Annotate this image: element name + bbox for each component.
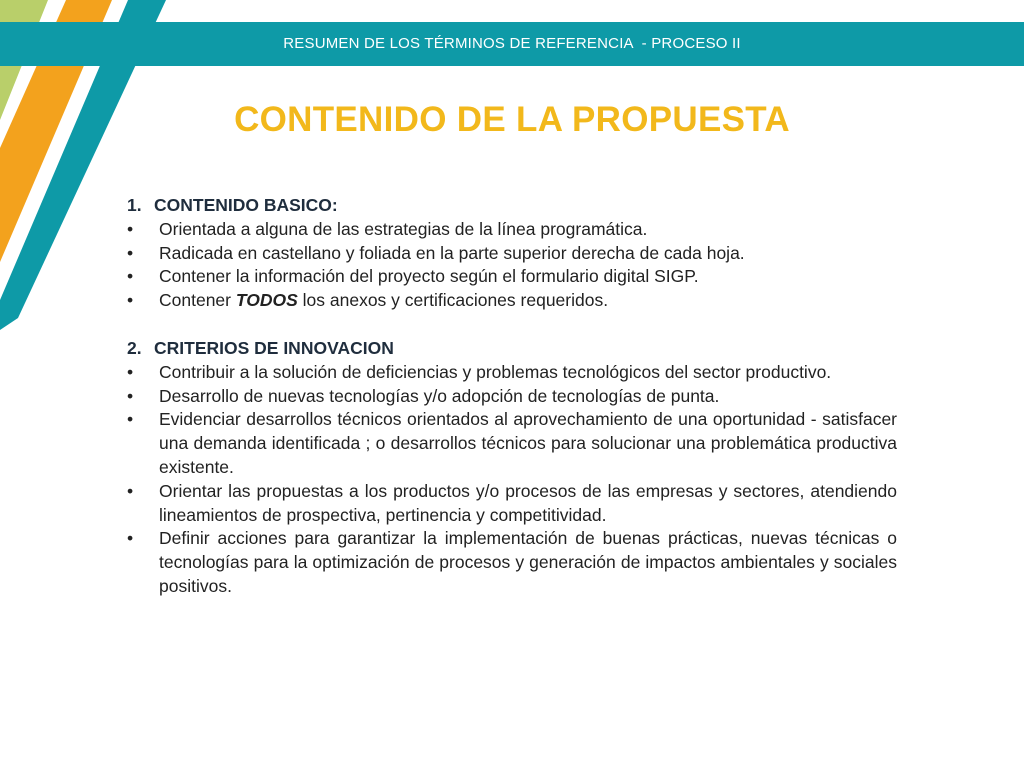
list-item	[127, 361, 897, 385]
bullet-icon: •	[127, 218, 134, 239]
slide-content	[127, 194, 897, 599]
list-item	[127, 265, 897, 289]
bullet-icon: •	[127, 290, 134, 311]
slide-title: CONTENIDO DE LA PROPUESTA	[234, 100, 790, 139]
section-heading-criterios-innovacion	[127, 337, 897, 361]
list-item-suffix: los anexos y certificaciones requeridos.	[297, 290, 609, 311]
list-item-text: Contener la información del proyecto según el formulario digital SIGP.	[159, 266, 699, 287]
list-item	[127, 527, 897, 598]
section-heading-text: CRITERIOS DE INNOVACION	[154, 337, 394, 358]
bullet-icon: •	[127, 480, 134, 501]
section-number: 1.	[127, 195, 142, 215]
list-item	[127, 480, 897, 528]
header-title: RESUMEN DE LOS TÉRMINOS DE REFERENCIA - PROCESO II	[283, 35, 741, 52]
list-item-text: Radicada en castellano y foliada en la parte superior derecha de cada hoja.	[159, 242, 745, 263]
bullet-icon: •	[127, 361, 134, 382]
bullet-list-criterios-innovacion	[127, 361, 897, 599]
bullet-list-contenido-basico	[127, 218, 897, 313]
section-number: 2.	[127, 337, 142, 358]
list-item-text: Contribuir a la solución de deficiencias y problemas tecnológicos del sector productivo.	[159, 361, 832, 382]
list-item	[127, 408, 897, 479]
list-item	[127, 242, 897, 266]
section-heading-text: CONTENIDO BASICO:	[154, 195, 338, 215]
bullet-icon: •	[127, 385, 134, 406]
list-item-emphasis: TODOS	[235, 290, 298, 311]
list-item-text: Orientada a alguna de las estrategias de la línea programática.	[159, 218, 648, 239]
section-spacer	[127, 313, 897, 337]
list-item-text: Desarrollo de nuevas tecnologías y/o adopción de tecnologías de punta.	[159, 385, 720, 406]
bullet-icon: •	[127, 528, 134, 549]
list-item	[127, 218, 897, 242]
list-item-text: Definir acciones para garantizar la implementación de buenas prácticas, nuevas técnicas o tecnologías para la optimización de procesos y generación de impactos ambientales y sociales positivos.	[159, 528, 897, 596]
bullet-icon: •	[127, 409, 134, 430]
list-item-prefix: Contener	[159, 290, 236, 311]
section-heading-contenido-basico	[127, 194, 897, 218]
list-item	[127, 289, 897, 313]
list-item-text: Orientar las propuestas a los productos y/o procesos de las empresas y sectores, atendiendo lineamientos de prospectiva, pertinencia y competitividad.	[159, 480, 897, 525]
list-item	[127, 385, 897, 409]
bullet-icon: •	[127, 266, 134, 287]
bullet-icon: •	[127, 242, 134, 263]
list-item-text: Evidenciar desarrollos técnicos orientados al aprovechamiento de una oportunidad - satisfacer una demanda identificada ; o desarrollos técnicos para solucionar una problemática productiva existente.	[159, 409, 897, 477]
